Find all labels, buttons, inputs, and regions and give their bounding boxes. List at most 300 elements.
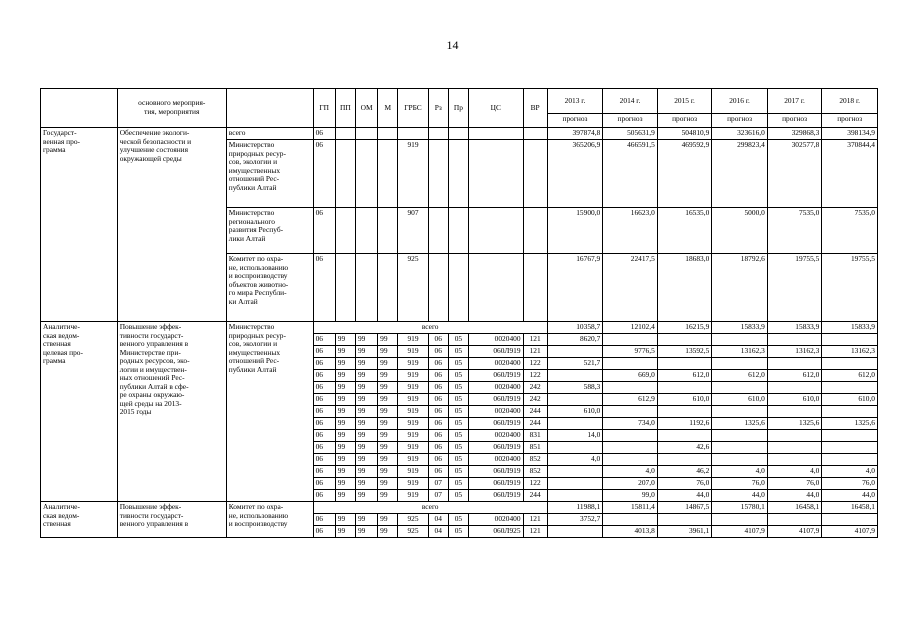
value-cell: [547, 418, 603, 430]
code-cell: 060Л925: [469, 526, 524, 538]
code-cell: 99: [335, 334, 355, 346]
code-cell: 99: [335, 454, 355, 466]
code-cell: 831: [523, 430, 547, 442]
value-cell: 46,2: [657, 466, 712, 478]
value-cell: 4,0: [603, 466, 658, 478]
code-cell: 06: [428, 370, 448, 382]
code-cell: 919: [398, 346, 428, 358]
table-cell: [523, 254, 547, 322]
code-cell: 99: [335, 526, 355, 538]
value-cell: 734,0: [603, 418, 658, 430]
value-cell: [712, 382, 768, 394]
program-type: Государст- венная про- грамма: [41, 128, 118, 322]
value-cell: 19755,5: [822, 254, 878, 322]
code-cell: 99: [335, 394, 355, 406]
code-cell: 0020400: [469, 454, 524, 466]
value-cell: 18683,0: [657, 254, 712, 322]
total-value: 12102,4: [603, 322, 658, 334]
table-cell: [448, 254, 468, 322]
code-cell: 99: [335, 358, 355, 370]
code-cell: 122: [523, 478, 547, 490]
value-cell: 13162,3: [822, 346, 878, 358]
code-cell: 99: [378, 478, 398, 490]
code-cell: 99: [355, 394, 377, 406]
code-cell: 05: [448, 514, 468, 526]
code-cell: 99: [378, 454, 398, 466]
value-cell: [822, 442, 878, 454]
header-cell: [226, 89, 313, 128]
value-cell: [767, 430, 822, 442]
code-cell: 06: [428, 382, 448, 394]
value-cell: [822, 358, 878, 370]
total-label: всего: [313, 322, 547, 334]
header-cell: основного мероприя- тия, мероприятия: [117, 89, 226, 128]
code-cell: 919: [398, 334, 428, 346]
code-cell: 060Л919: [469, 466, 524, 478]
value-cell: 13162,3: [712, 346, 768, 358]
code-cell: 06: [313, 346, 335, 358]
code-cell: 121: [523, 514, 547, 526]
code-cell: 852: [523, 454, 547, 466]
code-cell: 07: [428, 490, 448, 502]
value-cell: 1325,6: [767, 418, 822, 430]
code-cell: 99: [335, 514, 355, 526]
code-cell: 907: [398, 208, 428, 254]
program-type: Аналитиче- ская ведом- ственная целевая про- грамма: [41, 322, 118, 502]
value-cell: 329868,3: [767, 128, 822, 140]
table-row: [41, 322, 878, 334]
value-cell: 4107,9: [767, 526, 822, 538]
value-cell: [712, 454, 768, 466]
code-cell: 0020400: [469, 358, 524, 370]
table-cell: [355, 128, 377, 140]
value-cell: [657, 406, 712, 418]
value-cell: 612,0: [822, 370, 878, 382]
value-cell: 76,0: [822, 478, 878, 490]
header-prognoz: прогноз: [547, 114, 603, 128]
value-cell: 5000,0: [712, 208, 768, 254]
value-cell: [547, 466, 603, 478]
code-cell: 06: [313, 394, 335, 406]
value-cell: [657, 334, 712, 346]
header-code: ОМ: [355, 89, 377, 128]
table-cell: [335, 208, 355, 254]
table-cell: [448, 128, 468, 140]
value-cell: 612,9: [603, 394, 658, 406]
value-cell: [547, 478, 603, 490]
code-cell: 99: [378, 514, 398, 526]
header-year: 2018 г.: [822, 89, 878, 114]
value-cell: [822, 406, 878, 418]
value-cell: [547, 370, 603, 382]
code-cell: 99: [378, 526, 398, 538]
code-cell: 244: [523, 406, 547, 418]
total-value: 11988,1: [547, 502, 603, 514]
code-cell: 99: [355, 346, 377, 358]
value-cell: 4107,9: [712, 526, 768, 538]
value-cell: [712, 406, 768, 418]
table-cell: [469, 208, 524, 254]
header-prognoz: прогноз: [767, 114, 822, 128]
value-cell: 16535,0: [657, 208, 712, 254]
code-cell: 99: [378, 406, 398, 418]
program-name: Повышение эффек- тивности государст- венного управления в: [117, 502, 226, 538]
code-cell: 99: [335, 346, 355, 358]
value-cell: 76,0: [657, 478, 712, 490]
value-cell: 4013,8: [603, 526, 658, 538]
code-cell: 99: [378, 418, 398, 430]
value-cell: 4,0: [822, 466, 878, 478]
code-cell: 060Л919: [469, 442, 524, 454]
code-cell: 919: [398, 140, 428, 208]
code-cell: 122: [523, 370, 547, 382]
code-cell: 05: [448, 430, 468, 442]
total-value: 10358,7: [547, 322, 603, 334]
value-cell: [767, 514, 822, 526]
table-cell: [355, 254, 377, 322]
value-cell: 7535,0: [767, 208, 822, 254]
total-value: 16458,1: [822, 502, 878, 514]
code-cell: 05: [448, 334, 468, 346]
program-type: Аналитиче- ская ведом- ственная: [41, 502, 118, 538]
value-cell: [767, 406, 822, 418]
code-cell: 121: [523, 346, 547, 358]
header-year: 2016 г.: [712, 89, 768, 114]
value-cell: [822, 454, 878, 466]
value-cell: 469592,9: [657, 140, 712, 208]
code-cell: 05: [448, 418, 468, 430]
code-cell: 99: [378, 442, 398, 454]
value-cell: 610,0: [712, 394, 768, 406]
code-cell: 06: [313, 358, 335, 370]
code-cell: 121: [523, 334, 547, 346]
table-cell: [469, 140, 524, 208]
code-cell: 99: [378, 490, 398, 502]
code-cell: 99: [355, 526, 377, 538]
table-cell: [378, 140, 398, 208]
code-cell: 05: [448, 526, 468, 538]
code-cell: 05: [448, 394, 468, 406]
code-cell: 06: [313, 454, 335, 466]
page-number: 14: [446, 38, 459, 52]
value-cell: 4,0: [767, 466, 822, 478]
header-code: ГРБС: [398, 89, 428, 128]
table-cell: [448, 208, 468, 254]
value-cell: [603, 442, 658, 454]
total-value: 15833,9: [822, 322, 878, 334]
value-cell: 16623,0: [603, 208, 658, 254]
budget-table: [40, 88, 878, 538]
code-cell: 06: [428, 334, 448, 346]
code-cell: 919: [398, 394, 428, 406]
table-cell: [378, 128, 398, 140]
program-name: Повышение эффек- тивности государст- венного управления в Министерстве при- родных ресурсов, эко- логии и имуществен- ных отношений Рес- публики Алтай в сфе- ре охраны окружаю- щей среды на 2013- 2015 годы: [117, 322, 226, 502]
value-cell: 99,0: [603, 490, 658, 502]
code-cell: 99: [355, 490, 377, 502]
code-cell: 99: [355, 358, 377, 370]
code-cell: 919: [398, 454, 428, 466]
table-cell: [378, 254, 398, 322]
code-cell: 06: [428, 454, 448, 466]
value-cell: 466591,5: [603, 140, 658, 208]
total-value: 16458,1: [767, 502, 822, 514]
value-cell: [657, 358, 712, 370]
table-cell: [335, 254, 355, 322]
code-cell: 919: [398, 490, 428, 502]
value-cell: 505631,9: [603, 128, 658, 140]
value-cell: 323616,0: [712, 128, 768, 140]
code-cell: 06: [428, 418, 448, 430]
code-cell: 05: [448, 454, 468, 466]
code-cell: 06: [313, 382, 335, 394]
table-cell: [469, 254, 524, 322]
code-cell: 99: [335, 478, 355, 490]
header-year: 2017 г.: [767, 89, 822, 114]
code-cell: 05: [448, 382, 468, 394]
value-cell: [603, 382, 658, 394]
code-cell: 919: [398, 382, 428, 394]
table-cell: [523, 128, 547, 140]
value-cell: [657, 454, 712, 466]
header-year: 2013 г.: [547, 89, 603, 114]
table-cell: [428, 254, 448, 322]
total-value: 15833,9: [767, 322, 822, 334]
table-cell: [428, 128, 448, 140]
value-cell: 44,0: [767, 490, 822, 502]
code-cell: 06: [313, 430, 335, 442]
value-cell: [767, 454, 822, 466]
value-cell: 42,6: [657, 442, 712, 454]
value-cell: [603, 358, 658, 370]
value-cell: 207,0: [603, 478, 658, 490]
value-cell: 504810,9: [657, 128, 712, 140]
code-cell: 99: [378, 382, 398, 394]
executor-cell: Комитет по охра- не, использованию и воспроизводству: [226, 502, 313, 538]
code-cell: 06: [428, 442, 448, 454]
value-cell: 44,0: [712, 490, 768, 502]
header-code: ВР: [523, 89, 547, 128]
code-cell: 99: [378, 466, 398, 478]
value-cell: 18792,6: [712, 254, 768, 322]
value-cell: 521,7: [547, 358, 603, 370]
value-cell: [822, 514, 878, 526]
code-cell: 06: [313, 466, 335, 478]
value-cell: 19755,5: [767, 254, 822, 322]
value-cell: 7535,0: [822, 208, 878, 254]
header-code: ЦС: [469, 89, 524, 128]
value-cell: [657, 430, 712, 442]
program-name: Обеспечение экологи- ческой безопасности и улучшение состояния окружающей среды: [117, 128, 226, 322]
code-cell: 05: [448, 466, 468, 478]
value-cell: [712, 514, 768, 526]
code-cell: 06: [313, 140, 335, 208]
value-cell: [657, 382, 712, 394]
code-cell: 04: [428, 514, 448, 526]
code-cell: 99: [355, 430, 377, 442]
code-cell: 060Л919: [469, 490, 524, 502]
code-cell: 242: [523, 394, 547, 406]
table-row: [41, 502, 878, 514]
table-cell: [335, 140, 355, 208]
code-cell: 99: [355, 466, 377, 478]
code-cell: 0020400: [469, 334, 524, 346]
value-cell: [822, 334, 878, 346]
code-cell: 06: [313, 406, 335, 418]
value-cell: 669,0: [603, 370, 658, 382]
code-cell: 05: [448, 490, 468, 502]
code-cell: 121: [523, 526, 547, 538]
value-cell: 9776,5: [603, 346, 658, 358]
code-cell: 0020400: [469, 514, 524, 526]
value-cell: 4,0: [712, 466, 768, 478]
code-cell: 06: [313, 490, 335, 502]
code-cell: 99: [355, 478, 377, 490]
code-cell: 851: [523, 442, 547, 454]
table-cell: [469, 128, 524, 140]
table-cell: [448, 140, 468, 208]
value-cell: 610,0: [657, 394, 712, 406]
value-cell: [767, 442, 822, 454]
code-cell: 99: [378, 346, 398, 358]
code-cell: 919: [398, 442, 428, 454]
code-cell: 99: [378, 358, 398, 370]
table-row: [41, 89, 878, 114]
code-cell: 06: [313, 208, 335, 254]
code-cell: 06: [313, 418, 335, 430]
header-cell: [41, 89, 118, 128]
code-cell: 0020400: [469, 430, 524, 442]
code-cell: 06: [428, 406, 448, 418]
code-cell: 99: [355, 442, 377, 454]
code-cell: 99: [335, 430, 355, 442]
code-cell: 06: [313, 370, 335, 382]
code-cell: 06: [313, 254, 335, 322]
total-value: 14867,5: [657, 502, 712, 514]
code-cell: 99: [335, 418, 355, 430]
code-cell: 06: [428, 358, 448, 370]
total-value: 15833,9: [712, 322, 768, 334]
table-cell: [428, 140, 448, 208]
code-cell: 99: [355, 514, 377, 526]
code-cell: 99: [355, 454, 377, 466]
value-cell: 4107,9: [822, 526, 878, 538]
executor-cell: Министерство природных ресур- сов, экологии и имущественных отношений Рес- публики Алтай: [226, 140, 313, 208]
code-cell: 06: [428, 346, 448, 358]
value-cell: 365206,9: [547, 140, 603, 208]
header-prognoz: прогноз: [603, 114, 658, 128]
table-cell: [428, 208, 448, 254]
value-cell: 15900,0: [547, 208, 603, 254]
executor-cell: Министерство природных ресур- сов, экологии и имущественных отношений Рес- публики Алтай: [226, 322, 313, 502]
code-cell: 99: [378, 334, 398, 346]
value-cell: [603, 514, 658, 526]
code-cell: 919: [398, 430, 428, 442]
code-cell: 122: [523, 358, 547, 370]
code-cell: 925: [398, 514, 428, 526]
total-value: 15811,4: [603, 502, 658, 514]
total-value: 16215,9: [657, 322, 712, 334]
code-cell: 99: [355, 370, 377, 382]
code-cell: 99: [335, 406, 355, 418]
table-cell: [523, 140, 547, 208]
code-cell: 06: [313, 128, 335, 140]
code-cell: 05: [448, 370, 468, 382]
value-cell: 4,0: [547, 454, 603, 466]
code-cell: 06: [313, 526, 335, 538]
code-cell: 919: [398, 466, 428, 478]
executor-cell: Министерство регионального развития Респуб- лики Алтай: [226, 208, 313, 254]
code-cell: 05: [448, 478, 468, 490]
value-cell: 610,0: [822, 394, 878, 406]
value-cell: [767, 334, 822, 346]
value-cell: 398134,9: [822, 128, 878, 140]
code-cell: 919: [398, 418, 428, 430]
code-cell: 05: [448, 346, 468, 358]
code-cell: 919: [398, 406, 428, 418]
code-cell: 99: [378, 370, 398, 382]
executor-cell: Комитет по охра- не, использованию и воспроизводству объектов животно- го мира Республи- ки Алтай: [226, 254, 313, 322]
value-cell: 612,0: [657, 370, 712, 382]
code-cell: 99: [355, 334, 377, 346]
code-cell: 99: [335, 370, 355, 382]
value-cell: [547, 526, 603, 538]
code-cell: 060Л919: [469, 394, 524, 406]
code-cell: 244: [523, 418, 547, 430]
value-cell: [767, 382, 822, 394]
total-value: 15780,1: [712, 502, 768, 514]
value-cell: 13162,3: [767, 346, 822, 358]
code-cell: 07: [428, 478, 448, 490]
header-prognoz: прогноз: [712, 114, 768, 128]
code-cell: 99: [335, 442, 355, 454]
value-cell: 302577,8: [767, 140, 822, 208]
value-cell: 1325,6: [712, 418, 768, 430]
value-cell: 3752,7: [547, 514, 603, 526]
code-cell: 925: [398, 526, 428, 538]
code-cell: 05: [448, 358, 468, 370]
value-cell: 588,3: [547, 382, 603, 394]
value-cell: 16767,9: [547, 254, 603, 322]
table-cell: [378, 208, 398, 254]
code-cell: 06: [313, 478, 335, 490]
value-cell: [603, 406, 658, 418]
value-cell: [657, 514, 712, 526]
value-cell: 1192,6: [657, 418, 712, 430]
value-cell: 612,0: [767, 370, 822, 382]
code-cell: 0020400: [469, 382, 524, 394]
value-cell: [547, 442, 603, 454]
code-cell: 060Л919: [469, 370, 524, 382]
code-cell: [398, 128, 428, 140]
code-cell: 99: [355, 418, 377, 430]
value-cell: 8620,7: [547, 334, 603, 346]
total-label: всего: [313, 502, 547, 514]
code-cell: 99: [355, 406, 377, 418]
value-cell: 612,0: [712, 370, 768, 382]
value-cell: [547, 346, 603, 358]
code-cell: 919: [398, 478, 428, 490]
code-cell: 99: [378, 430, 398, 442]
header-code: Пр: [448, 89, 468, 128]
code-cell: 925: [398, 254, 428, 322]
value-cell: [603, 334, 658, 346]
value-cell: 610,0: [547, 406, 603, 418]
code-cell: 99: [335, 490, 355, 502]
value-cell: 22417,5: [603, 254, 658, 322]
header-year: 2015 г.: [657, 89, 712, 114]
header-prognoz: прогноз: [822, 114, 878, 128]
code-cell: 244: [523, 490, 547, 502]
